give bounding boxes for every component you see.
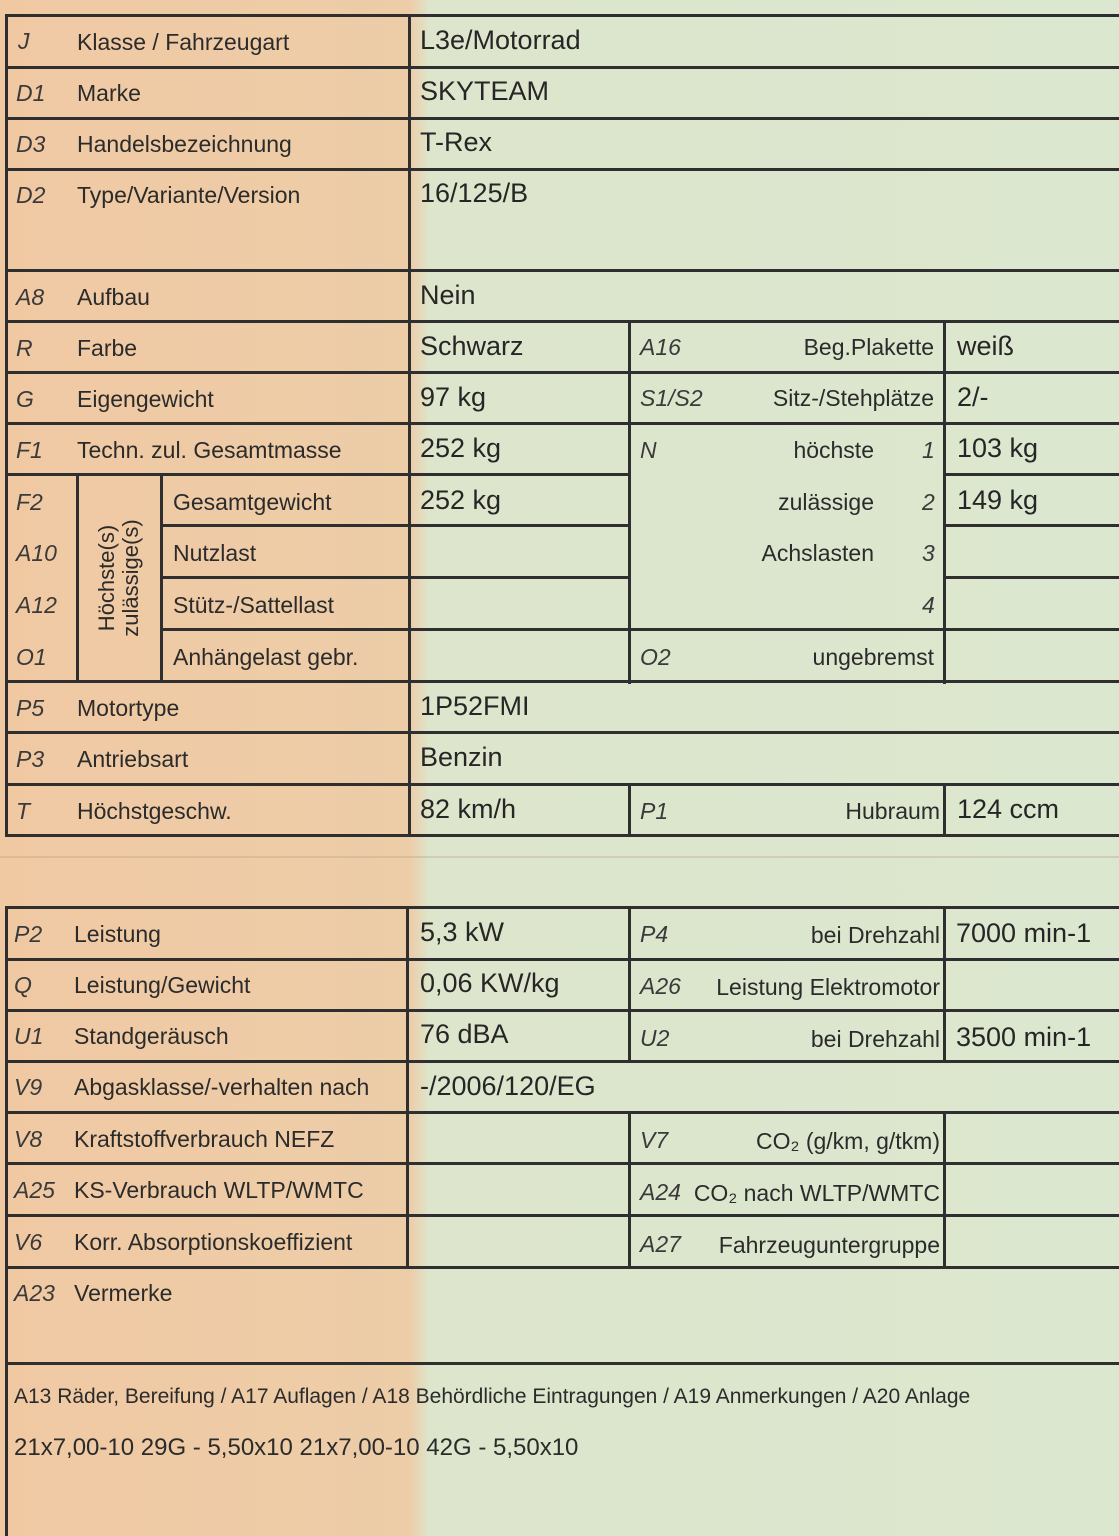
field-label: Type/Variante/Version bbox=[77, 182, 301, 208]
rule bbox=[162, 576, 630, 579]
field-label: Leistung/Gewicht bbox=[74, 972, 251, 998]
field-code: G bbox=[16, 386, 34, 412]
rule bbox=[628, 906, 631, 1061]
axle-number: 4 bbox=[922, 592, 935, 618]
field-code: P4 bbox=[640, 921, 669, 947]
field-code: D1 bbox=[16, 80, 46, 106]
field-code: P5 bbox=[16, 695, 45, 721]
fold-line bbox=[0, 856, 1119, 858]
rule bbox=[945, 524, 1119, 527]
field-value: 3500 min-1 bbox=[956, 1022, 1092, 1052]
axle-number: 1 bbox=[922, 437, 935, 463]
footer-tyres: 21x7,00-10 29G - 5,50x10 21x7,00-10 42G - 5,50x10 bbox=[14, 1434, 579, 1461]
axle-number: 2 bbox=[922, 489, 935, 515]
field-value: 82 km/h bbox=[420, 794, 517, 824]
field-code: A25 bbox=[14, 1177, 55, 1203]
field-code: P3 bbox=[16, 746, 45, 772]
field-value: -/2006/120/EG bbox=[420, 1071, 596, 1101]
axle-number: 3 bbox=[922, 540, 935, 566]
mass-group-label-box bbox=[76, 474, 162, 682]
field-label: Leistung Elektromotor bbox=[716, 974, 940, 1000]
field-label: Höchstgeschw. bbox=[77, 798, 232, 824]
field-code: F2 bbox=[16, 489, 43, 515]
field-code: A12 bbox=[16, 592, 57, 618]
rule bbox=[5, 906, 1119, 909]
field-code: A27 bbox=[640, 1231, 681, 1257]
rule bbox=[5, 168, 1119, 171]
field-code: D2 bbox=[16, 182, 46, 208]
field-value: 124 ccm bbox=[957, 794, 1060, 824]
field-value: SKYTEAM bbox=[420, 76, 550, 106]
field-label: Aufbau bbox=[77, 284, 150, 310]
rule bbox=[628, 1111, 631, 1269]
field-value: 7000 min-1 bbox=[956, 918, 1092, 948]
rule bbox=[5, 1162, 1119, 1165]
field-code: T bbox=[16, 798, 31, 824]
field-label: Gesamtgewicht bbox=[173, 489, 332, 515]
rule bbox=[5, 1214, 1119, 1217]
field-label: Anhängelast gebr. bbox=[173, 644, 359, 670]
field-code: A26 bbox=[640, 973, 681, 999]
rule bbox=[162, 628, 1119, 631]
field-value: Schwarz bbox=[420, 331, 524, 361]
axle-value: 103 kg bbox=[957, 433, 1039, 463]
field-label: Sitz-/Stehplätze bbox=[772, 385, 934, 411]
field-code: A8 bbox=[16, 284, 45, 310]
rule bbox=[5, 906, 8, 1536]
field-label: Klasse / Fahrzeugart bbox=[77, 29, 290, 55]
field-value: L3e/Motorrad bbox=[420, 25, 581, 55]
field-code: N bbox=[640, 437, 657, 463]
field-label: bei Drehzahl bbox=[810, 1026, 940, 1052]
field-value: 252 kg bbox=[420, 433, 502, 463]
rule bbox=[5, 117, 1119, 120]
rule bbox=[5, 1009, 1119, 1012]
field-code: V6 bbox=[14, 1229, 43, 1255]
field-label: KS-Verbrauch WLTP/WMTC bbox=[74, 1177, 364, 1203]
field-code: U1 bbox=[14, 1023, 44, 1049]
field-value: Nein bbox=[420, 280, 476, 310]
rule bbox=[5, 14, 8, 837]
field-code: O1 bbox=[16, 644, 47, 670]
rule bbox=[162, 524, 630, 527]
field-code: R bbox=[16, 335, 33, 361]
rule bbox=[5, 422, 1119, 425]
rule bbox=[943, 320, 946, 684]
field-code: P1 bbox=[640, 798, 669, 824]
field-code: V9 bbox=[14, 1074, 43, 1100]
rule bbox=[5, 1266, 1119, 1269]
field-code: J bbox=[18, 28, 30, 54]
field-label: Leistung bbox=[74, 921, 161, 947]
field-label: ungebremst bbox=[812, 644, 934, 670]
notes-code: A23 bbox=[14, 1280, 55, 1306]
field-label: Motortype bbox=[77, 695, 180, 721]
footer-header: A13 Räder, Bereifung / A17 Auflagen / A18 Behördliche Eintragungen / A19 Anmerkungen / A20 Anlage bbox=[14, 1385, 971, 1408]
rule bbox=[943, 906, 946, 1061]
rule bbox=[5, 731, 1119, 734]
field-value: weiß bbox=[957, 331, 1015, 361]
field-value: 97 kg bbox=[420, 382, 487, 412]
field-value: 76 dBA bbox=[420, 1019, 509, 1049]
field-code: V8 bbox=[14, 1126, 43, 1152]
field-value: 252 kg bbox=[420, 485, 502, 515]
field-label: Handelsbezeichnung bbox=[77, 131, 292, 157]
field-value: 1P52FMI bbox=[420, 691, 530, 721]
field-code: A24 bbox=[640, 1179, 681, 1205]
field-label: CO₂ nach WLTP/WMTC bbox=[693, 1180, 940, 1206]
field-code: D3 bbox=[16, 131, 46, 157]
field-value: 0,06 KW/kg bbox=[420, 968, 560, 998]
field-code: P2 bbox=[14, 921, 43, 947]
rule bbox=[945, 473, 1119, 476]
field-label: Korr. Absorptionskoeffizient bbox=[74, 1229, 353, 1255]
field-value: T-Rex bbox=[420, 127, 493, 157]
notes-label: Vermerke bbox=[74, 1280, 173, 1306]
mass-group-label: Höchste(s) zulässige(s) bbox=[94, 519, 143, 637]
rule bbox=[5, 1111, 1119, 1114]
rule bbox=[943, 783, 946, 837]
field-label: Nutzlast bbox=[173, 540, 257, 566]
rule bbox=[5, 371, 1119, 374]
field-code: A10 bbox=[16, 540, 57, 566]
rule bbox=[408, 14, 411, 837]
axle-word: Achslasten bbox=[761, 540, 874, 566]
field-code: Q bbox=[14, 972, 32, 998]
rule bbox=[628, 320, 631, 684]
rule bbox=[5, 66, 1119, 69]
rule bbox=[945, 576, 1119, 579]
axle-word: höchste bbox=[793, 437, 874, 463]
field-code: F1 bbox=[16, 437, 43, 463]
field-code: U2 bbox=[640, 1025, 670, 1051]
field-label: Beg.Plakette bbox=[803, 334, 934, 360]
rule bbox=[5, 783, 1119, 786]
rule bbox=[628, 783, 631, 837]
rule bbox=[5, 680, 1119, 683]
rule bbox=[943, 1111, 946, 1269]
rule bbox=[5, 834, 1119, 837]
rule bbox=[5, 320, 1119, 323]
rule bbox=[406, 906, 409, 1269]
field-code: V7 bbox=[640, 1127, 669, 1153]
axle-word: zulässige bbox=[778, 489, 874, 515]
axle-value: 149 kg bbox=[957, 485, 1039, 515]
field-label: Antriebsart bbox=[77, 746, 189, 772]
rule bbox=[5, 14, 1119, 17]
field-label: Techn. zul. Gesamtmasse bbox=[77, 437, 342, 463]
field-label: Eigengewicht bbox=[77, 386, 214, 412]
field-label: Hubraum bbox=[845, 798, 940, 824]
rule bbox=[5, 1060, 1119, 1063]
field-label: Stütz-/Sattellast bbox=[173, 592, 335, 618]
field-label: Abgasklasse/-verhalten nach bbox=[74, 1074, 370, 1100]
field-code: O2 bbox=[640, 644, 671, 670]
rule bbox=[5, 269, 1119, 272]
field-label: CO₂ (g/km, g/tkm) bbox=[756, 1128, 940, 1154]
field-label: Farbe bbox=[77, 335, 138, 361]
field-label: Fahrzeuguntergruppe bbox=[718, 1232, 940, 1258]
field-value: 2/- bbox=[957, 382, 989, 412]
field-code: S1/S2 bbox=[640, 385, 703, 411]
field-label: Marke bbox=[77, 80, 141, 106]
field-value: 5,3 kW bbox=[420, 917, 505, 947]
field-label: Kraftstoffverbrauch NEFZ bbox=[74, 1126, 335, 1152]
field-value: Benzin bbox=[420, 742, 503, 772]
rule bbox=[5, 958, 1119, 961]
field-value: 16/125/B bbox=[420, 178, 529, 208]
rule bbox=[5, 1362, 1119, 1365]
field-code: A16 bbox=[640, 334, 681, 360]
field-label: bei Drehzahl bbox=[810, 922, 940, 948]
field-label: Standgeräusch bbox=[74, 1023, 229, 1049]
